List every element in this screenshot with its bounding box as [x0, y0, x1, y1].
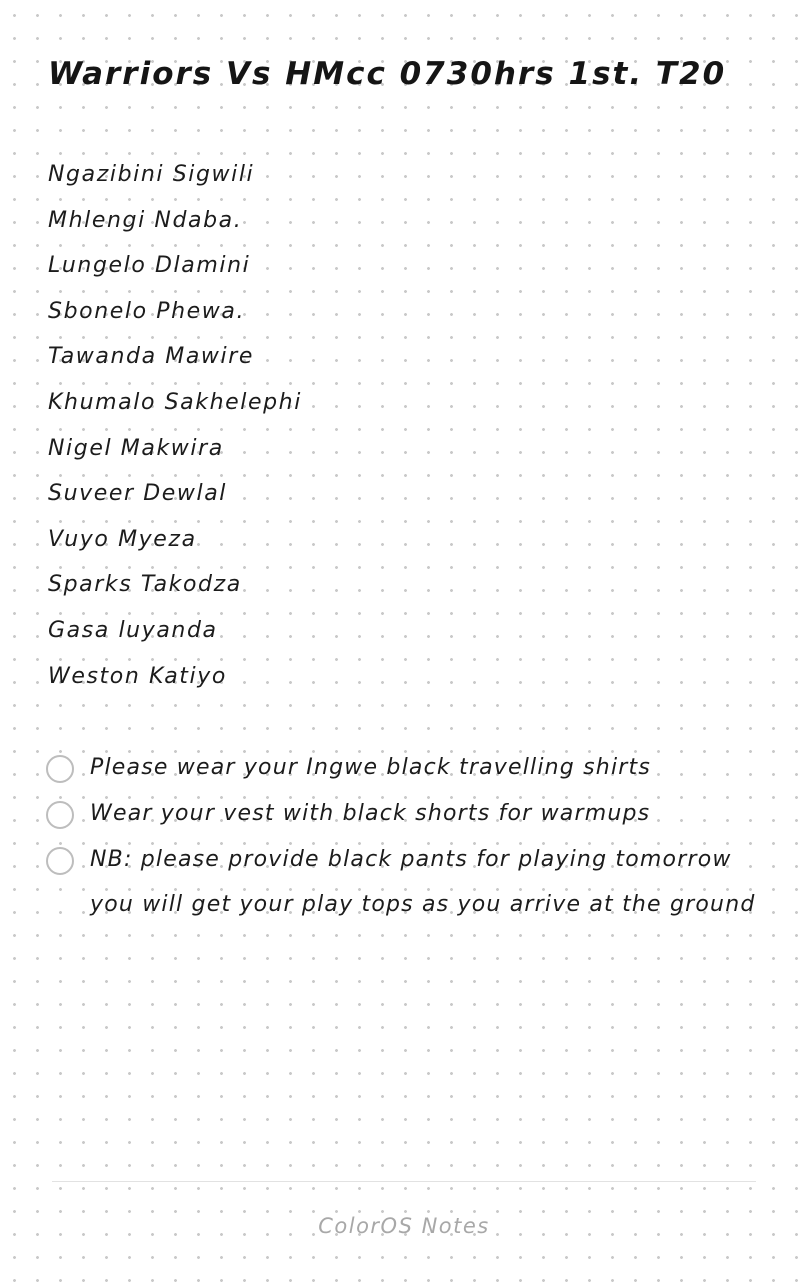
app-watermark: ColorOS Notes [318, 1214, 490, 1238]
roster-item[interactable]: Sparks Takodza [48, 572, 242, 598]
roster-item[interactable]: Vuyo Myeza [48, 526, 197, 552]
footer-divider [52, 1181, 756, 1182]
roster-item[interactable]: Sbonelo Phewa. [48, 298, 246, 324]
roster-item[interactable]: Ngazibini Sigwili [48, 162, 255, 187]
checklist-item-text[interactable]: Please wear your Ingwe black travelling shirts [90, 755, 651, 780]
roster-item[interactable]: Nigel Makwira [48, 435, 224, 461]
checkbox-circle-icon[interactable] [46, 847, 74, 875]
roster-item[interactable]: Mhlengi Ndaba. [48, 207, 243, 233]
roster-item[interactable]: Tawanda Mawire [48, 344, 255, 370]
checklist-item-text[interactable]: NB: please provide black pants for playing tomorrow [90, 847, 732, 872]
roster-item[interactable]: Khumalo Sakhelephi [48, 389, 302, 415]
roster-item[interactable]: Lungelo Dlamini [48, 253, 251, 279]
checklist-item-text[interactable]: Wear your vest with black shorts for warmups [90, 801, 651, 826]
roster-item[interactable]: Suveer Dewlal [48, 481, 228, 507]
note-title[interactable]: Warriors Vs HMcc 0730hrs 1st. T20 [48, 56, 727, 92]
roster-item[interactable]: Gasa luyanda [48, 617, 218, 643]
player-roster [48, 157, 302, 704]
roster-item[interactable]: Weston Katiyo [48, 663, 227, 689]
checklist-item-continuation[interactable]: you will get your play tops as you arrive at the ground [90, 892, 756, 917]
checkbox-circle-icon[interactable] [46, 801, 74, 829]
checkbox-circle-icon[interactable] [46, 755, 74, 783]
